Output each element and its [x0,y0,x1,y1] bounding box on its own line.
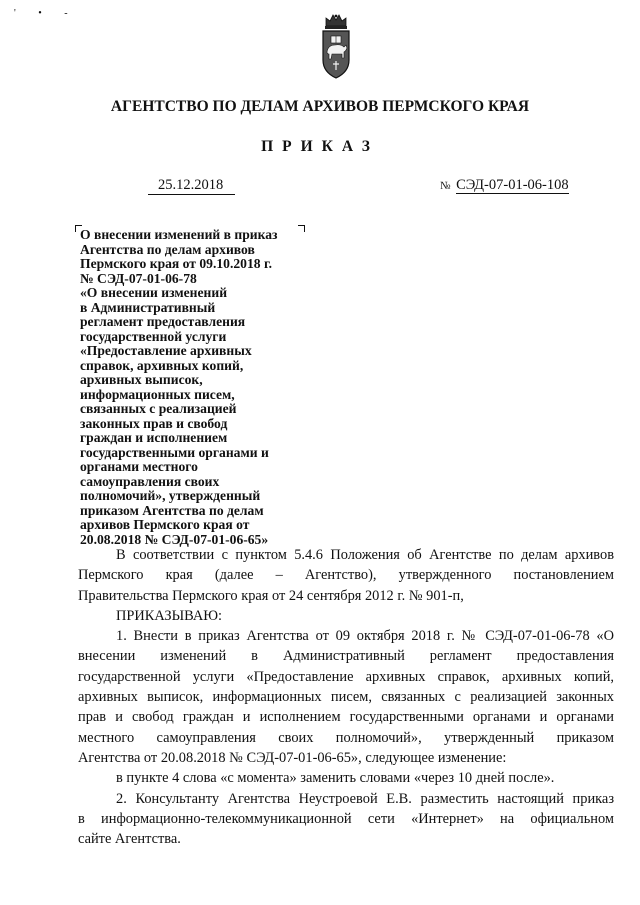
text-line: в информационно-телекоммуникационной сети «Интернет» на официальном [78,810,614,827]
order-title: ПРИКАЗ [261,138,379,155]
text-line: В соответствии с пунктом 5.4.6 Положения об Агентстве по делам архивов [116,547,614,563]
text-line: Правительства Пермского края от 24 сентября 2012 г. № 901-п, [78,587,464,604]
text-line: Агентства от 20.08.2018 № СЭД-07-01-06-65», следующее изменение: [78,749,507,766]
subject-line: архивных выписок, [80,372,203,387]
paragraph-change [78,768,614,788]
text-line: внесении изменений в Административный регламент предоставления [78,648,614,665]
text-line: Пермского края (далее – Агентство), утвержденного постановлением [78,567,614,584]
paragraph-item-1 [78,626,614,768]
paragraph-orders [78,606,614,626]
subject-line: полномочий», утвержденный [80,488,261,503]
subject-line: регламент предоставления [80,314,246,329]
subject-line: приказом Агентства по делам [80,502,264,518]
subject-line: архивов Пермского края от [80,517,250,532]
text-line: 1. Внести в приказ Агентства от 09 октября 2018 г. № СЭД-07-01-06-78 «О [116,628,614,645]
orders-heading: ПРИКАЗЫВАЮ: [116,607,223,624]
text-line: сайте Агентства. [78,831,181,848]
number-sign: № [440,180,451,192]
subject-line: в Административный [80,299,216,315]
text-line: государственной услуги «Предоставление архивных справок, архивных копий, [78,668,614,685]
subject-line: связанных с реализацией [80,401,237,416]
subject-line: Агентства по делам архивов [80,241,255,257]
subject-line: № СЭД-07-01-06-78 [80,270,197,286]
paragraph-basis [78,545,614,606]
subject-line: государственной услуги [80,328,227,344]
agency-name: АГЕНТСТВО ПО ДЕЛАМ АРХИВОВ ПЕРМСКОГО КРАЯ [110,98,530,115]
text-line: прав и свобод граждан и исполнением государственными органами и органами [78,709,614,726]
perm-krai-coat-of-arms-icon [316,12,356,82]
scan-marks: ' • - [14,8,78,19]
subject-line: информационных писем, [80,386,235,402]
text-line: архивных выписок, информационных писем, связанных с реализацией законных [78,689,614,706]
order-subject [80,228,308,547]
subject-line: Пермского края от 09.10.2018 г. [80,256,272,271]
text-line: 2. Консультанту Агентства Неустроевой Е.В. разместить настоящий приказ [116,790,614,807]
subject-line: О внесении изменений в приказ [80,227,278,242]
order-number: СЭД-07-01-06-108 [456,177,569,193]
subject-line: граждан и исполнением [80,430,228,445]
text-line: местного самоуправления своих полномочий», утвержденный приказом [78,729,614,746]
order-body [78,545,614,849]
subject-line: самоуправления своих [80,473,220,489]
text-line: в пункте 4 слова «с момента» заменить словами «через 10 дней после». [116,770,555,787]
subject-line: органами местного [80,459,198,474]
paragraph-item-2 [78,789,614,850]
subject-line: «Предоставление архивных [80,343,252,358]
subject-line: 20.08.2018 № СЭД-07-01-06-65» [80,531,269,547]
order-number-block [440,177,569,195]
subject-line: «О внесении изменений [80,285,228,300]
order-date: 25.12.2018 [148,177,235,195]
subject-line: законных прав и свобод [80,415,228,431]
subject-line: справок, архивных копий, [80,357,244,373]
subject-line: государственными органами и [80,444,269,460]
